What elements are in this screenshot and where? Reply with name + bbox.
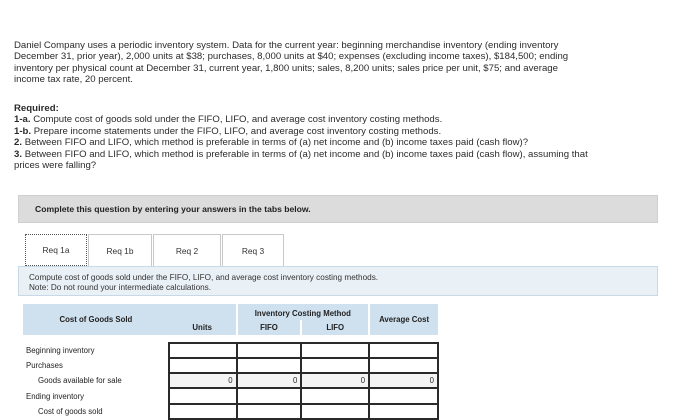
required-title: Required: — [14, 103, 59, 114]
units-header: Units — [169, 304, 237, 335]
required-item-label: 1-b. — [14, 125, 32, 137]
purchases-average-input[interactable] — [369, 358, 438, 373]
complete-question-bar — [18, 195, 658, 223]
purchases-lifo-input[interactable] — [301, 358, 369, 373]
requirement-tabs — [25, 234, 285, 266]
cogs-units-input[interactable] — [169, 404, 237, 419]
instruction-box — [18, 266, 658, 296]
table-row — [23, 388, 438, 403]
ending-inventory-fifo-input[interactable] — [237, 388, 302, 403]
required-item-text: Between FIFO and LIFO, which method is preferable in terms of (a) net income and (b) income taxes paid (cash flow)? — [24, 137, 529, 149]
cogs-fifo-input[interactable] — [237, 404, 302, 419]
row-label-cost-of-goods-sold: Cost of goods sold — [23, 404, 169, 419]
problem-line: Daniel Company uses a periodic inventory system. Data for the current year: beginning merchandise inventory (ending inventory — [14, 40, 559, 51]
inventory-costing-method-header: Inventory Costing Method — [237, 304, 370, 320]
row-label-goods-available: Goods available for sale — [23, 373, 169, 388]
problem-line: December 31, prior year), 2,000 units at $38; purchases, 8,000 units at $40; expenses (excluding income taxes), $184,500; ending — [14, 51, 569, 63]
required-item-text: Compute cost of goods sold under the FIFO, LIFO, and average cost inventory costing methods. — [33, 114, 443, 126]
beginning-inventory-average-input[interactable] — [369, 343, 438, 358]
required-item-text: prices were falling? — [14, 160, 97, 172]
tab-req-1a[interactable]: Req 1a — [25, 234, 87, 266]
complete-question-text: Complete this question by entering your answers in the tabs below. — [35, 204, 311, 214]
cost-of-goods-sold-header: Cost of Goods Sold — [23, 304, 169, 335]
table-row — [23, 373, 438, 388]
required-item — [14, 149, 674, 160]
instruction-note: Note: Do not round your intermediate calculations. — [29, 283, 212, 292]
row-label-purchases: Purchases — [23, 358, 169, 373]
purchases-fifo-input[interactable] — [237, 358, 302, 373]
purchases-units-input[interactable] — [169, 358, 237, 373]
fifo-header: FIFO — [237, 320, 302, 334]
cogs-average-input[interactable] — [369, 404, 438, 419]
tab-req-3[interactable]: Req 3 — [222, 234, 284, 266]
goods-available-fifo-value: 0 — [237, 373, 302, 388]
goods-available-lifo-value: 0 — [301, 373, 369, 388]
lifo-header: LIFO — [301, 320, 369, 334]
problem-line: inventory per physical count at December 31, current year, 1,800 units; sales, 8,200 units; sales price per unit, $75; and average — [14, 62, 558, 74]
goods-available-units-value: 0 — [169, 373, 237, 388]
instruction-line: Compute cost of goods sold under the FIFO, LIFO, and average cost inventory costing methods. — [29, 273, 379, 282]
beginning-inventory-lifo-input[interactable] — [301, 343, 369, 358]
ending-inventory-units-input[interactable] — [169, 388, 237, 403]
cogs-lifo-input[interactable] — [301, 404, 369, 419]
required-item-label: 3. — [14, 148, 23, 160]
required-item-text: Between FIFO and LIFO, which method is preferable in terms of (a) net income and (b) income taxes paid (cash flow), assuming that — [24, 148, 588, 160]
average-cost-header: Average Cost — [369, 304, 438, 335]
ending-inventory-lifo-input[interactable] — [301, 388, 369, 403]
required-item — [14, 137, 674, 148]
table-row — [23, 404, 438, 419]
row-label-ending-inventory: Ending inventory — [23, 388, 169, 403]
beginning-inventory-fifo-input[interactable] — [237, 343, 302, 358]
required-item-text: Prepare income statements under the FIFO, LIFO, and average cost inventory costing methods. — [33, 125, 442, 137]
required-item-label: 1-a. — [14, 114, 31, 126]
required-section — [14, 103, 674, 171]
tab-req-1b[interactable]: Req 1b — [88, 234, 152, 266]
table-row — [23, 358, 438, 373]
row-label-beginning-inventory: Beginning inventory — [23, 343, 169, 358]
required-item — [14, 114, 674, 125]
required-item — [14, 126, 674, 137]
goods-available-average-value: 0 — [369, 373, 438, 388]
table-row — [23, 343, 438, 358]
required-item — [14, 160, 674, 171]
tab-req-2[interactable]: Req 2 — [153, 234, 221, 266]
required-item-label: 2. — [14, 137, 23, 149]
cogs-table — [23, 304, 439, 420]
problem-line: income tax rate, 20 percent. — [14, 74, 133, 86]
problem-statement — [14, 40, 664, 86]
beginning-inventory-units-input[interactable] — [169, 343, 237, 358]
ending-inventory-average-input[interactable] — [369, 388, 438, 403]
